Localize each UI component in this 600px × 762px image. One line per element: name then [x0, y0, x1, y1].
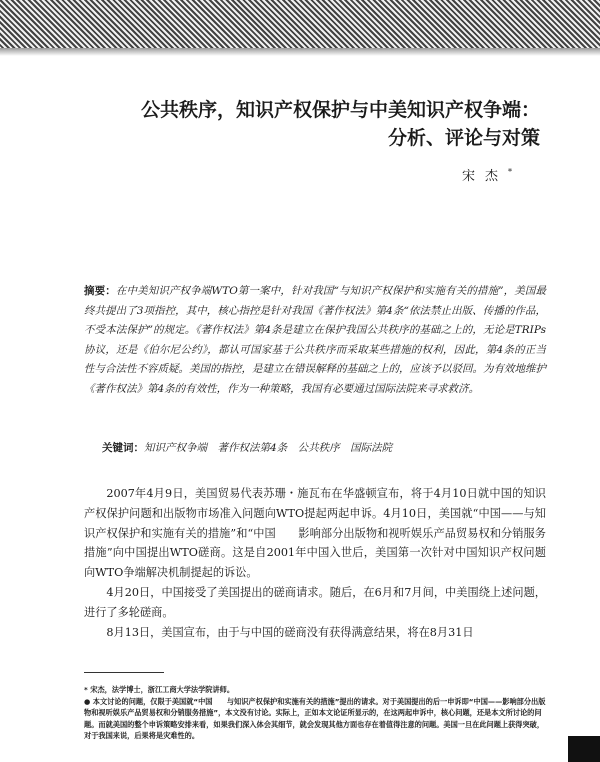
- scan-noise-band: [0, 0, 600, 52]
- footnote-divider: [84, 672, 164, 673]
- title-line-1: 公共秩序，知识产权保护与中美知识产权争端：: [140, 99, 540, 121]
- abstract-text: 在中美知识产权争端WTO第一案中，针对我国“与知识产权保护和实施有关的措施”，美国最终共提出了3项指控，其中，核心指控是针对我国《著作权法》第4条“依法禁止出版、传播的作品，不受本法保护”的规定。《著作权法》第4条是建立在保护我国公共秩序的基础之上的，无论是TRIPs协议，还是《伯尔尼公约》，都认可国家基于公共秩序而采取某些措施的权利，因此，第4条的正当性与合法性不容质疑。美国的指控，是建立在错误解释的基础之上的，应该予以驳回。为有效地维护《著作权法》第4条的有效性，作为一种策略，我国有必要通过国际法院来寻求救济。: [84, 285, 547, 395]
- keywords: [102, 440, 546, 455]
- footnote-2: ● 本文讨论的问题，仅限于美国就“中国 与知识产权保护和实施有关的措施”提出的请求。对于美国提出的后一申诉即“中国——影响部分出版物和视听娱乐产品贸易权和分销服务措施”，本文没有讨论。实际上，正如本文论证所显示的，在这两起申诉中，核心问题，还是本文所讨论的问题。而就美国的整个申诉策略安排来看，如果我们深入体会其细节，就会发现其他方面也存在着值得注意的问题。美国一旦在此问题上获得突破，对于我国来说，后果将是灾难性的。: [84, 696, 546, 740]
- footnotes: [84, 684, 550, 742]
- author-name: 宋杰: [461, 169, 508, 184]
- body-paragraph-2: 4月20日，中国接受了美国提出的磋商请求。随后，在6月和7月间，中美围绕上述问题，进行了多轮磋商。: [84, 585, 546, 619]
- body-paragraph-3: 8月13日，美国宣布，由于与中国的磋商没有获得满意结果，将在8月31日: [106, 625, 474, 639]
- scan-noise-edge: [0, 48, 600, 56]
- keywords-label: 关键词：: [102, 442, 144, 454]
- keywords-text: 知识产权争端 著作权法第4条 公共秩序 国际法院: [144, 442, 393, 454]
- body-paragraph-1: 2007年4月9日，美国贸易代表苏珊・施瓦布在华盛顿宣布，将于4月10日就中国的知识产权保护问题和出版物市场准入问题向WTO提起两起申诉。4月10日，美国就“中国——与知识产权保护和实施有关的措施”和“中国 影响部分出版物和视听娱乐产品贸易权和分销服务措施”向中国提出WTO磋商。这是自2001年中国入世后，美国第一次针对中国知识产权问题向WTO争端解决机制提起的诉讼。: [84, 487, 546, 580]
- abstract: [84, 282, 546, 400]
- page-number-block: [568, 736, 600, 762]
- page-title: [60, 96, 540, 152]
- abstract-label: 摘要：: [84, 285, 116, 297]
- title-line-2: 分析、评论与对策: [387, 127, 540, 149]
- author: [462, 165, 512, 184]
- body-text: [84, 484, 546, 642]
- footnote-1: * 宋杰，法学博士，浙江工商大学法学院讲师。: [84, 685, 235, 694]
- author-footnote-mark: *: [508, 167, 512, 177]
